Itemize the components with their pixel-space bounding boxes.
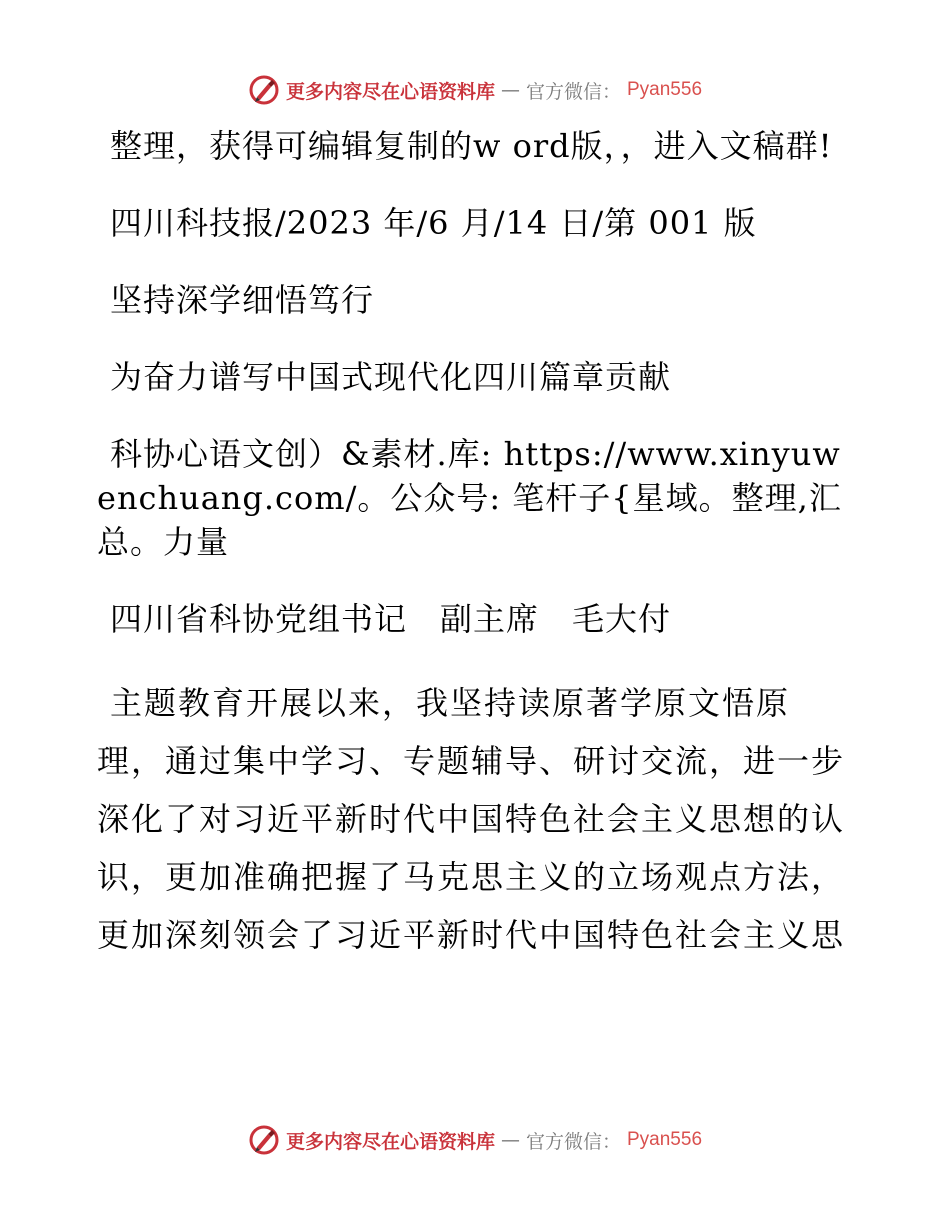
paragraph-promo: 科协心语文创）&素材.库: https://www.xinyuwenchuang.com/。公众号: 笔杆子{星域。整理,汇总。力量 bbox=[97, 435, 842, 561]
document-content bbox=[97, 124, 852, 964]
paragraph-subtitle: 为奋力谱写中国式现代化四川篇章贡献 bbox=[110, 358, 672, 396]
paragraph-body: 主题教育开展以来，我坚持读原著学原文悟原理，通过集中学习、专题辅导、研讨交流，进一步深化了对习近平新时代中国特色社会主义思想的认识，更加准确把握了马克思主义的立场观点方法，更加深刻领会了习近平新时代中国特色社会主义思 bbox=[97, 684, 846, 954]
pen-logo-icon bbox=[248, 1124, 280, 1156]
banner-inner bbox=[248, 74, 702, 106]
paragraph-author: 四川省科协党组书记 副主席 毛大付 bbox=[110, 600, 672, 638]
banner-brand-text: 更多内容尽在心语资料库 bbox=[285, 1130, 495, 1153]
banner-contact-label: 官方微信： bbox=[525, 1130, 621, 1153]
banner-brand-text: 更多内容尽在心语资料库 bbox=[285, 80, 495, 103]
footer-banner bbox=[0, 1120, 950, 1160]
banner-contact-id: Pyan556 bbox=[627, 1129, 703, 1150]
banner-contact-label: 官方微信： bbox=[525, 80, 621, 103]
banner-inner-footer bbox=[248, 1124, 702, 1156]
banner-separator: — bbox=[500, 1129, 520, 1151]
paragraph-title: 坚持深学细悟笃行 bbox=[110, 281, 375, 319]
banner-contact-id: Pyan556 bbox=[627, 79, 703, 100]
paragraph-notice: 整理，获得可编辑复制的w ord版，，进入文稿群! bbox=[110, 127, 833, 165]
header-banner bbox=[0, 70, 950, 110]
pen-logo-icon bbox=[248, 74, 280, 106]
banner-separator: — bbox=[500, 79, 520, 101]
paragraph-source: 四川科技报/2023 年/6 月/14 日/第 001 版 bbox=[110, 204, 757, 242]
